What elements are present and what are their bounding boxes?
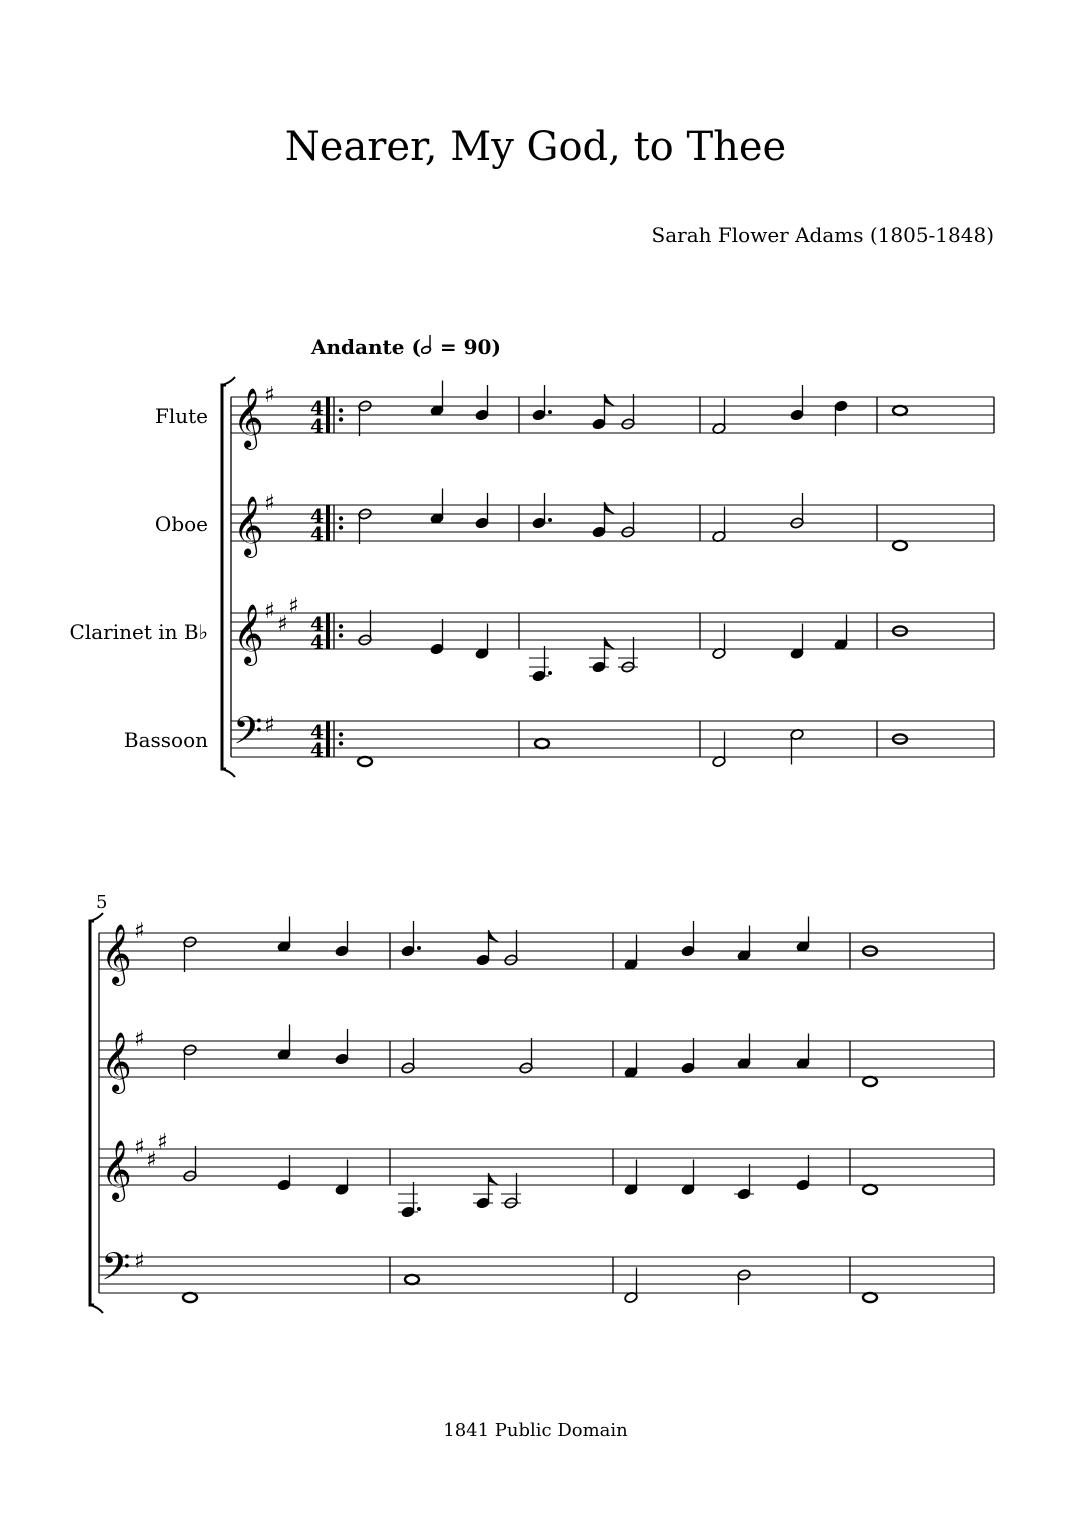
whole-note — [893, 406, 907, 415]
system-bracket — [222, 385, 226, 769]
bracket-cap — [90, 1305, 103, 1313]
treble-clef-icon: 𝄞 — [101, 1140, 132, 1200]
score-title: Nearer, My God, to Thee — [284, 124, 787, 170]
treble-clef-icon: 𝄞 — [233, 604, 264, 664]
time-signature-numerator: 4 — [310, 720, 324, 744]
composer-credit: Sarah Flower Adams (1805-1848) — [651, 223, 994, 247]
whole-note — [893, 541, 907, 550]
whole-note — [358, 757, 372, 766]
repeat-dot — [339, 408, 343, 412]
bass-clef-icon: 𝄢 — [101, 1244, 131, 1298]
treble-clef-icon: 𝄞 — [233, 496, 264, 556]
tempo-value: = 90) — [432, 335, 501, 359]
bracket-cap — [222, 769, 235, 777]
sharp-icon: ♯ — [134, 919, 145, 944]
bracket-cap — [222, 377, 235, 385]
whole-note — [405, 1275, 419, 1284]
repeat-dot — [339, 525, 343, 529]
note-flag — [489, 930, 499, 942]
instrument-label-bassoon: Bassoon — [123, 728, 208, 752]
measure-number: 5 — [96, 892, 108, 913]
sharp-icon: ♯ — [264, 491, 275, 516]
note-flag — [489, 1173, 499, 1185]
repeat-dot — [339, 741, 343, 745]
time-signature-denominator: 4 — [310, 738, 324, 762]
sharp-icon: ♯ — [157, 1130, 168, 1155]
bass-clef-icon: 𝄢 — [233, 708, 263, 762]
repeat-dot — [339, 417, 343, 421]
treble-clef-icon: 𝄞 — [101, 1032, 132, 1092]
sharp-icon: ♯ — [264, 599, 275, 624]
treble-clef-icon: 𝄞 — [101, 924, 132, 984]
sharp-icon: ♯ — [264, 383, 275, 408]
bracket-cap — [90, 913, 103, 921]
note-flag — [605, 394, 615, 406]
sharp-icon: ♯ — [277, 612, 288, 637]
treble-clef-icon: 𝄞 — [233, 388, 264, 448]
sharp-icon: ♯ — [264, 713, 275, 738]
sharp-icon: ♯ — [134, 1135, 145, 1160]
repeat-dot — [339, 633, 343, 637]
time-signature-denominator: 4 — [310, 630, 324, 654]
time-signature-numerator: 4 — [310, 504, 324, 528]
dot — [548, 671, 552, 675]
whole-note — [863, 1293, 877, 1302]
time-signature-numerator: 4 — [310, 396, 324, 420]
sharp-icon: ♯ — [288, 594, 299, 619]
note-flag — [605, 502, 615, 514]
repeat-dot — [339, 732, 343, 736]
note-flag — [605, 637, 615, 649]
sharp-icon: ♯ — [134, 1027, 145, 1052]
whole-note — [863, 1185, 877, 1194]
whole-note — [183, 1293, 197, 1302]
copyright-footer: 1841 Public Domain — [443, 1420, 628, 1441]
repeat-dot — [339, 624, 343, 628]
instrument-label-clarinet: Clarinet in B♭ — [69, 620, 208, 644]
whole-note — [535, 739, 549, 748]
sharp-icon: ♯ — [146, 1148, 157, 1173]
instrument-label-flute: Flute — [154, 404, 208, 428]
dot — [548, 518, 552, 522]
dot — [548, 410, 552, 414]
dot — [417, 946, 421, 950]
dot — [417, 1207, 421, 1211]
time-signature-denominator: 4 — [310, 414, 324, 438]
system-bracket — [90, 921, 94, 1305]
time-signature-denominator: 4 — [310, 522, 324, 546]
tempo-text: Andante ( — [311, 335, 421, 359]
whole-note — [863, 1077, 877, 1086]
instrument-label-oboe: Oboe — [154, 512, 208, 536]
repeat-dot — [339, 516, 343, 520]
sharp-icon: ♯ — [134, 1249, 145, 1274]
time-signature-numerator: 4 — [310, 612, 324, 636]
